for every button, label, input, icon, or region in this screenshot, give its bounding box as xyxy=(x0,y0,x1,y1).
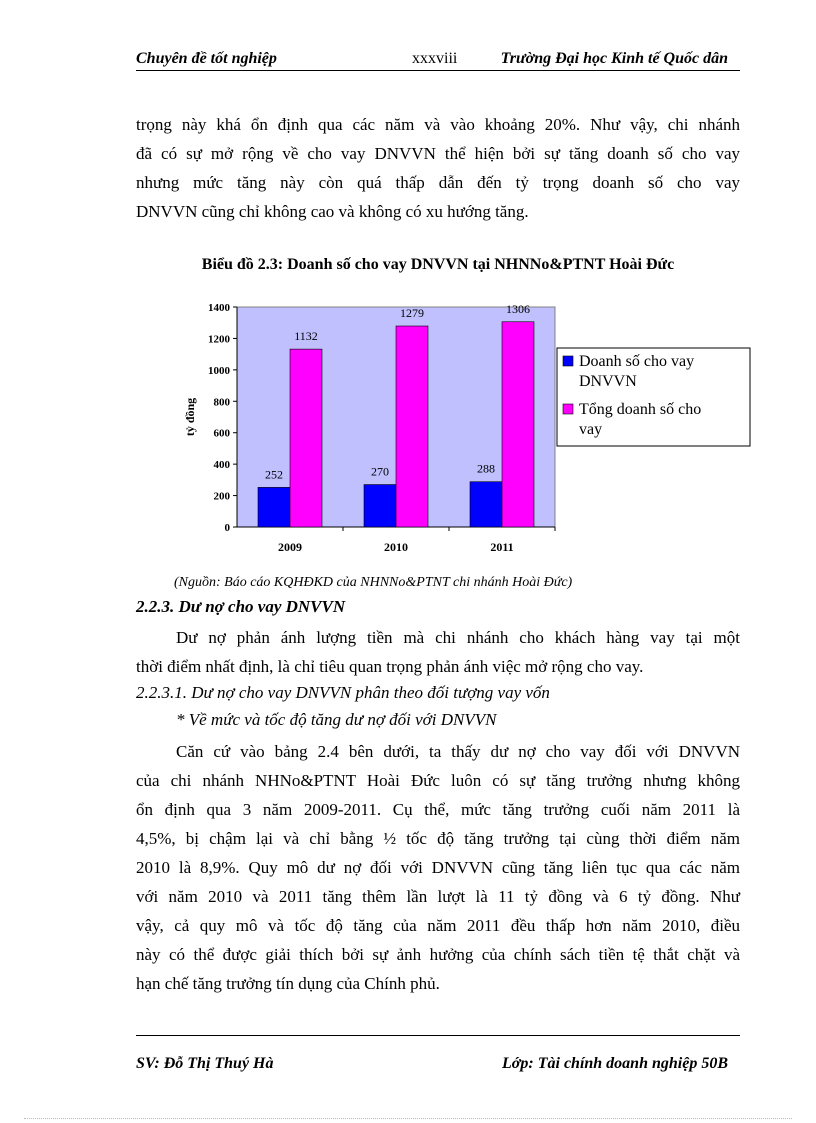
y-axis-label: tỷ đồng xyxy=(183,397,197,437)
paragraph-debt xyxy=(136,623,740,681)
text-line: của chi nhánh NHNo&PTNT Hoài Đức luôn có sự tăng trưởng nhưng không xyxy=(136,771,740,790)
bar xyxy=(396,326,428,527)
text-line: hạn chế tăng trưởng tín dụng của Chính phủ. xyxy=(136,974,440,993)
data-label: 288 xyxy=(477,461,495,476)
data-label: 270 xyxy=(371,464,389,479)
y-tick-label: 1200 xyxy=(208,333,230,346)
text-line: Căn cứ vào bảng 2.4 bên dưới, ta thấy dư nợ cho vay đối với DNVVN xyxy=(176,742,740,761)
text-line: vậy, cả quy mô và tốc độ tăng của năm 2011 đều thấp hơn năm 2010, điều xyxy=(136,916,740,935)
bar-chart xyxy=(170,290,770,575)
page-footer xyxy=(136,1055,740,1073)
data-label: 252 xyxy=(265,467,283,482)
intro-paragraph xyxy=(136,110,740,226)
footer-student: SV: Đỗ Thị Thuý Hà xyxy=(136,1055,274,1072)
sub-subsection-heading: * Về mức và tốc độ tăng dư nợ đối với DNVVN xyxy=(176,710,497,729)
page-number: xxxviii xyxy=(412,50,458,67)
header-left: Chuyên đề tốt nghiệp xyxy=(136,50,277,67)
x-tick-label: 2010 xyxy=(384,540,408,554)
footer-class: Lớp: Tài chính doanh nghiệp 50B xyxy=(502,1055,728,1072)
paragraph-analysis xyxy=(136,737,740,998)
text-line: Dư nợ phản ánh lượng tiền mà chi nhánh cho khách hàng vay tại một xyxy=(176,628,740,647)
chart-title: Biểu đồ 2.3: Doanh số cho vay DNVVN tại NHNNo&PTNT Hoài Đức xyxy=(201,256,675,273)
bar xyxy=(364,485,396,527)
y-tick-label: 200 xyxy=(213,490,230,503)
y-tick-label: 1400 xyxy=(208,302,230,314)
y-tick-label: 800 xyxy=(213,396,230,409)
legend-label: Tổng doanh số cho vay xyxy=(579,401,702,438)
data-label: 1306 xyxy=(506,301,530,316)
text-line: này có thể được giải thích bởi sự ảnh hưởng của chính sách tiền tệ thắt chặt và xyxy=(136,945,740,964)
legend-label: Doanh số cho vay DNVVN xyxy=(579,353,695,390)
text-line: nhưng mức tăng này còn quá thấp dẫn đến tỷ trọng doanh số cho vay xyxy=(136,173,740,192)
y-tick-label: 600 xyxy=(213,427,230,440)
section-heading: 2.2.3. Dư nợ cho vay DNVVN xyxy=(136,597,346,616)
data-label: 1132 xyxy=(294,329,318,344)
subsection-heading: 2.2.3.1. Dư nợ cho vay DNVVN phân theo đối tượng vay vốn xyxy=(136,683,550,702)
x-tick-label: 2011 xyxy=(490,540,514,554)
data-label: 1279 xyxy=(400,306,424,321)
text-line: trọng này khá ổn định qua các năm và vào khoảng 20%. Như vậy, chi nhánh xyxy=(136,115,740,134)
bar xyxy=(470,482,502,527)
text-line: 4,5%, bị chậm lại và chỉ bằng ½ tốc độ tăng trưởng tại cùng thời điểm năm xyxy=(136,829,740,848)
footer-rule xyxy=(136,1035,740,1036)
y-tick-label: 400 xyxy=(213,459,230,472)
text-line: ổn định qua 3 năm 2009-2011. Cụ thể, mức tăng trưởng cuối năm 2011 là xyxy=(136,800,740,819)
page-edge xyxy=(24,1118,792,1119)
legend-swatch xyxy=(563,356,573,366)
text-line: đã có sự mở rộng về cho vay DNVVN thể hiện bởi sự tăng doanh số cho vay xyxy=(136,144,740,163)
text-line: thời điểm nhất định, là chỉ tiêu quan trọng phản ánh việc mở rộng cho vay. xyxy=(136,657,644,676)
text-line: với năm 2010 và 2011 tăng thêm lần lượt là 11 tỷ đồng và 6 tỷ đồng. Như xyxy=(136,887,740,906)
text-line: 2010 là 8,9%. Quy mô dư nợ đối với DNVVN cũng tăng liên tục qua các năm xyxy=(136,858,740,877)
text-line: DNVVN cũng chỉ không cao và không có xu hướng tăng. xyxy=(136,202,529,221)
bar xyxy=(502,322,534,527)
legend-swatch xyxy=(563,404,573,414)
y-tick-label: 1000 xyxy=(208,364,230,377)
y-tick-label: 0 xyxy=(224,522,230,534)
header-right: Trường Đại học Kinh tế Quốc dân xyxy=(500,50,728,67)
x-tick-label: 2009 xyxy=(278,540,302,554)
page-header xyxy=(136,46,740,71)
bar xyxy=(258,487,290,527)
bar xyxy=(290,349,322,527)
chart-source: (Nguồn: Báo cáo KQHĐKD của NHNNo&PTNT chi nhánh Hoài Đức) xyxy=(174,575,573,590)
